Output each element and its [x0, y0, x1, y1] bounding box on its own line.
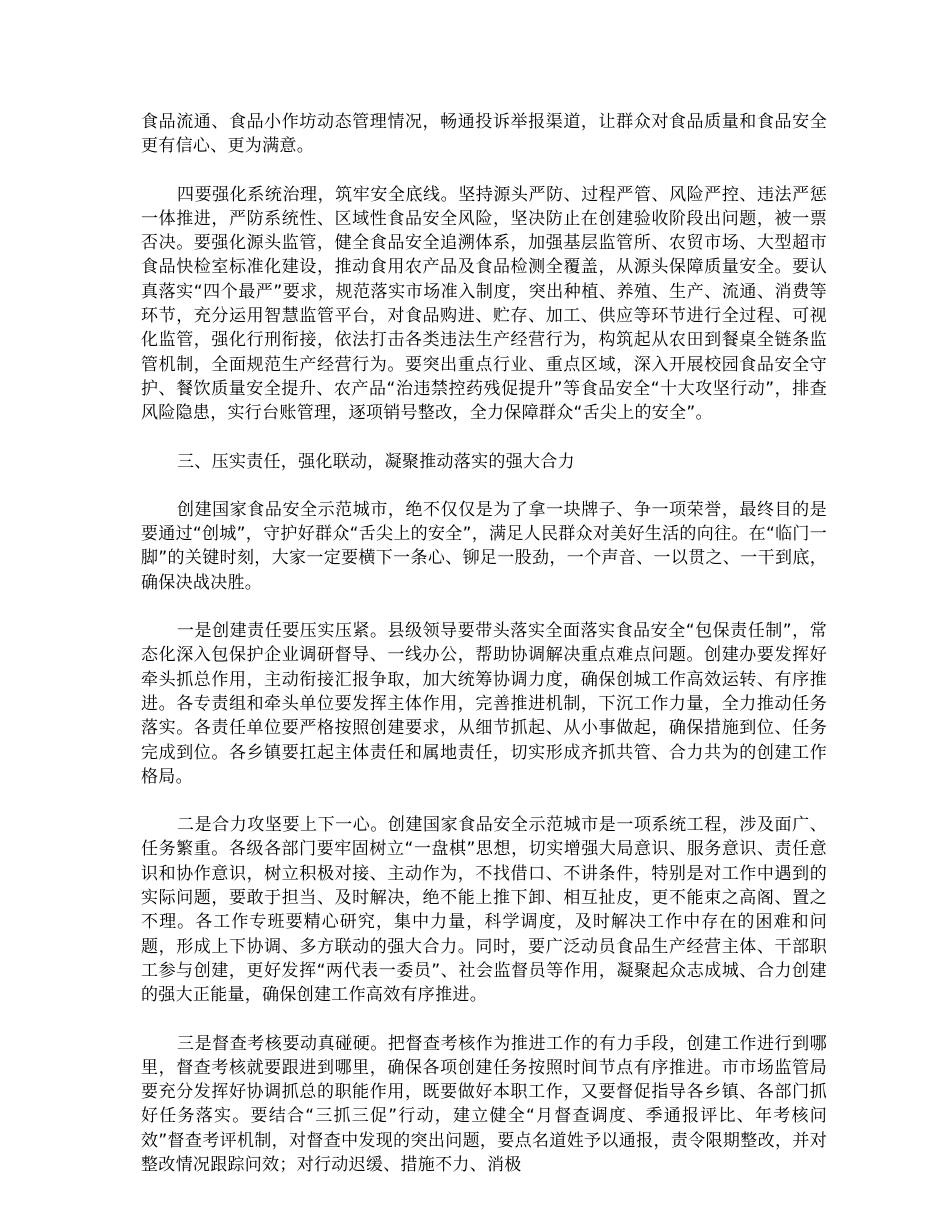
paragraph-demonstration-city: 创建国家食品安全示范城市，绝不仅仅是为了拿一块牌子、争一项荣誉，最终目的是要通过“创城”，守护好群众“舌尖上的安全”，满足人民群众对美好生活的向往。在“临门一脚”的关键时刻，大家一定要横下一条心、铆足一股劲，一个声音、一以贯之、一干到底，确保决战决胜。 — [141, 499, 827, 593]
paragraph-continuation: 食品流通、食品小作坊动态管理情况，畅通投诉举报渠道，让群众对食品质量和食品安全更有信心、更为满意。 — [141, 112, 827, 157]
paragraph-joint-effort: 二是合力攻坚要上下一心。创建国家食品安全示范城市是一项系统工程，涉及面广、任务繁重。各级各部门要牢固树立“一盘棋”思想，切实增强大局意识、服务意识、责任意识和协作意识，树立积极对接、主动作为，不找借口、不讲条件，特别是对工作中遇到的实际问题，要敢于担当、及时解决，绝不能上推下卸、相互扯皮，更不能束之高阁、置之不理。各工作专班要精心研究，集中力量，科学调度，及时解决工作中存在的困难和问题，形成上下协调、多方联动的强大合力。同时，要广泛动员食品生产经营主体、干部职工参与创建，更好发挥“两代表一委员”、社会监督员等作用，凝聚起众志成城、合力创建的强大正能量，确保创建工作高效有序推进。 — [141, 815, 827, 1006]
paragraph-responsibility: 一是创建责任要压实压紧。县级领导要带头落实全面落实食品安全“包保责任制”，常态化深入包保护企业调研督导、一线办公，帮助协调解决重点难点问题。创建办要发挥好牵头抓总作用，主动衔接汇报争取，加大统筹协调力度，确保创城工作高效运转、有序推进。各专责组和牵头单位要发挥主体作用，完善推进机制，下沉工作力量，全力推动任务落实。各责任单位要严格按照创建要求，从细节抓起、从小事做起，确保措施到位、任务完成到位。各乡镇要扛起主体责任和属地责任，切实形成齐抓共管、合力共为的创建工作格局。 — [141, 621, 827, 787]
section-heading-responsibility: 三、压实责任，强化联动，凝聚推动落实的强大合力 — [177, 451, 575, 472]
paragraph-system-governance: 四要强化系统治理，筑牢安全底线。坚持源头严防、过程严管、风险严控、违法严惩一体推进，严防系统性、区域性食品安全风险，坚决防止在创建验收阶段出问题，被一票否决。要强化源头监管，健全食品安全追溯体系，加强基层监管所、农贸市场、大型超市食品快检室标准化建设，推动食用农产品及食品检测全覆盖，从源头保障质量安全。要认真落实“四个最严”要求，规范落实市场准入制度，突出种植、养殖、生产、流通、消费等环节，充分运用智慧监管平台，对食品购进、贮存、加工、供应等环节进行全过程、可视化监管，强化行刑衔接，依法打击各类违法生产经营行为，构筑起从农田到餐桌全链条监管机制，全面规范生产经营行为。要突出重点行业、重点区域，深入开展校园食品安全守护、餐饮质量安全提升、农产品“治违禁控药残促提升”等食品安全“十大攻坚行动”，排查风险隐患，实行台账管理，逐项销号整改，全力保障群众“舌尖上的安全”。 — [141, 184, 827, 424]
paragraph-supervision: 三是督查考核要动真碰硬。把督查考核作为推进工作的有力手段，创建工作进行到哪里，督查考核就要跟进到哪里，确保各项创建任务按照时间节点有序推进。市市场监管局要充分发挥好协调抓总的职能作用，既要做好本职工作，又要督促指导各乡镇、各部门抓好任务落实。要结合“三抓三促”行动，建立健全“月督查调度、季通报评比、年考核问效”督查考评机制，对督查中发现的突出问题，要点名道姓予以通报，责令限期整改，并对整改情况跟踪问效；对行动迟缓、措施不力、消极 — [141, 1033, 827, 1175]
document-body — [141, 110, 827, 1201]
